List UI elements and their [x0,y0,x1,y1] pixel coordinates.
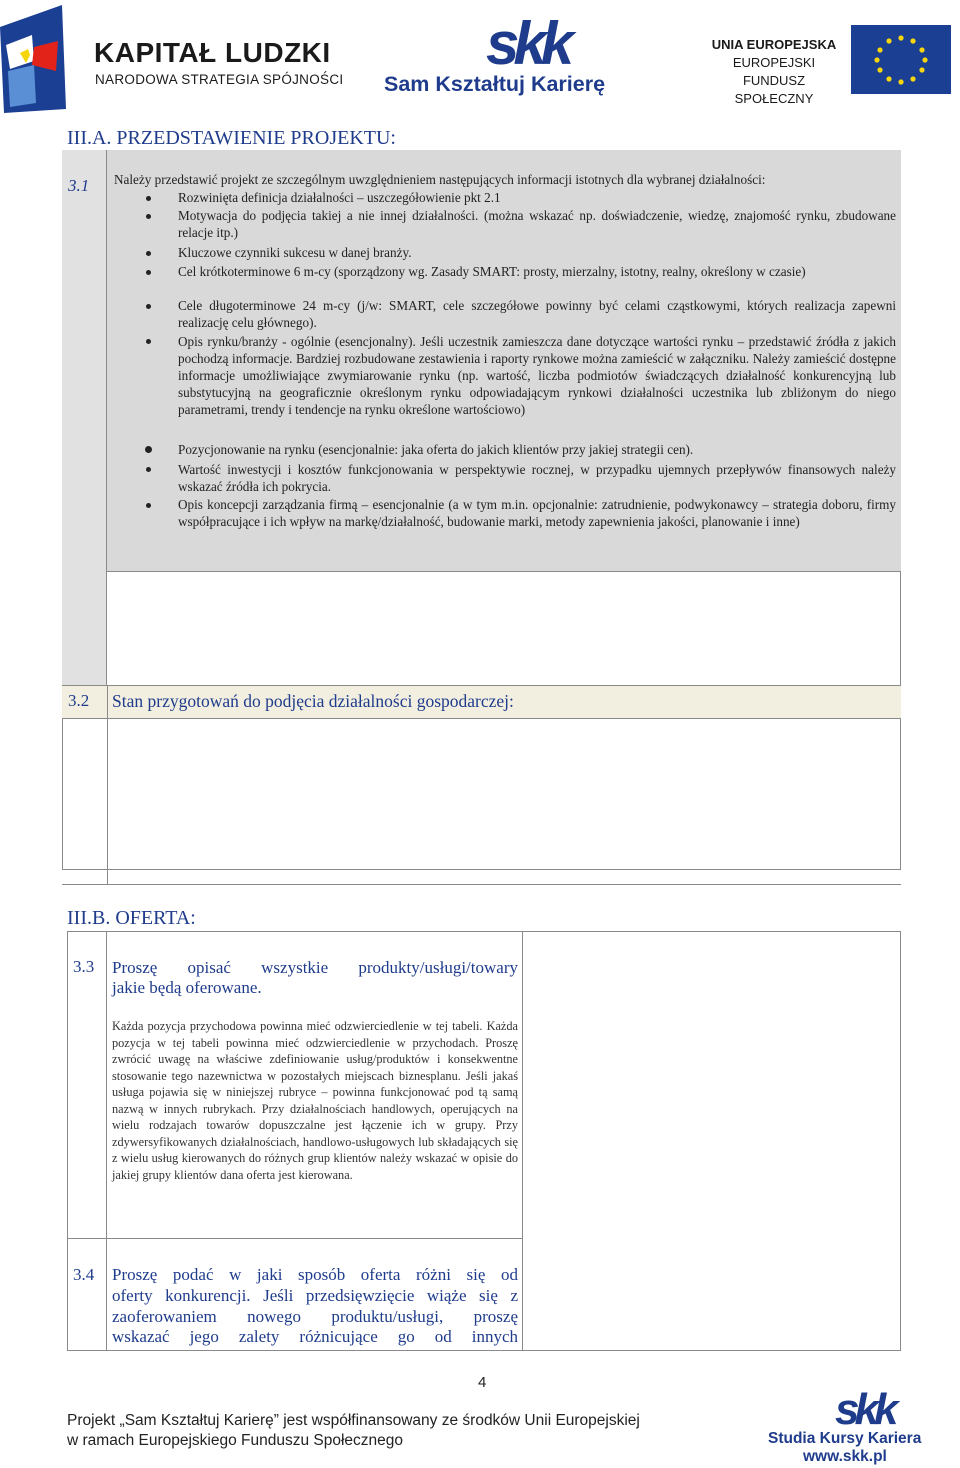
offer-products-title-cont: jakie będą oferowane. [112,978,262,997]
item-number-3-3: 3.3 [73,957,95,976]
eu-label [704,36,844,108]
section-a-heading: III.A. PRZEDSTAWIENIE PROJEKTU: [67,127,396,149]
offer-difference-line: zaoferowaniem nowego produktu/usługi, proszę [112,1306,518,1326]
offer-products-title: Proszę opisać wszystkie produkty/usługi/towary [112,958,518,977]
bullet-icon [146,304,151,309]
skk-project-title: Sam Kształtuj Karierę [384,72,606,96]
bullet-icon [146,339,151,344]
bullet-icon [146,467,151,472]
skk-footer-logo-icon [835,1382,894,1434]
footer-cofinancing-note [67,1411,640,1451]
bullet-icon [146,196,151,201]
requirement-item: Motywacja do podjęcia takiej a nie innej działalności. (można wskazać np. doświadczenie, wiedzę, znajomość rynku, zbudowane relacje itp.) [178,208,896,240]
item-number-3-1: 3.1 [68,176,90,195]
requirements-intro: Należy przedstawić projekt ze szczególnym uwzględnieniem następujących informacji istotnych dla wybranej działalności: [114,172,766,187]
skk-logo-icon [484,8,569,77]
footer-line-1: Projekt „Sam Kształtuj Karierę” jest współfinansowany ze środków Unii Europejskiej [67,1412,640,1429]
requirement-item: Kluczowe czynniki sukcesu w danej branży. [178,245,412,260]
requirement-item: Opis koncepcji zarządzania firmą – esencjonalnie (a w tym m.in. opcjonalnie: zatrudnienie, podwykonawcy – strategia doboru, firmy współpracujące i ich wpływ na markę/działalność, budowanie marki, metody zapewnienia jakości, planowanie i inne) [178,497,896,529]
kapital-ludzki-title: KAPITAŁ LUDZKI [94,37,331,68]
preparation-bottom-rule [62,884,901,885]
page-number: 4 [478,1374,487,1391]
project-number-cell [62,150,107,685]
bullet-icon [146,270,151,275]
offer-difference-line: oferty konkurencji. Jeśli przedsięwzięcie wiąże się z [112,1285,518,1305]
requirement-item: Rozwinięta definicja działalności – uszczegółowienie pkt 2.1 [178,190,501,205]
requirement-item: Wartość inwestycji i kosztów funkcjonowania w perspektywie rocznej, w przypadku ujemnych przepływów finansowych należy wskazać źródła ich pokrycia. [178,462,896,494]
svg-text:skk: skk [835,1385,894,1434]
offer-difference-title [112,1265,518,1348]
offer-column-divider [522,931,523,1350]
requirement-item: Opis rynku/branży - ogólnie (esencjonalny). Jeśli uczestnik zamieszcza dane dotyczące wartości rynku – przedstawić źródła z jakich pochodzą informacje. Bardziej rozbudowane zestawienia i raporty rynkowe można zamieścić w załączniku. Należy zamieścić dostępne informacje umożliwiające zwymiarowanie rynku (np. wartość, liczba podmiotów świadczących działalność konkurencyjną lub substytucyjną na geograficznie określonym rynku odpowiadającym rynkowi działalności uczestnika lub zbliżonym do niego parametrami, trendy i tendencje na rynku określone wartościowo) [178,334,896,417]
section-b-heading: III.B. OFERTA: [67,907,196,929]
offer-difference-line: wskazać jego zalety różnicujące go od innych [112,1327,518,1347]
item-number-3-4: 3.4 [73,1265,95,1284]
eu-label-line3: FUNDUSZ SPOŁECZNY [734,73,814,106]
offer-difference-line: Proszę podać w jaki sposób oferta różni się od [112,1265,518,1284]
offer-row-divider [67,1238,523,1239]
svg-text:skk: skk [486,10,569,77]
bullet-icon [146,214,151,219]
requirement-item: Cele długoterminowe 24 m-cy (j/w: SMART, cele szczegółowe powinny być celami cząstkowymi, których realizacja zapewni realizację celu głównego). [178,298,896,330]
kapital-ludzki-logo-icon [0,5,68,113]
kapital-ludzki-subtitle: NARODOWA STRATEGIA SPÓJNOŚCI [95,72,344,87]
footer-url-link[interactable]: www.skk.pl [803,1448,887,1465]
bullet-icon [146,251,151,256]
requirement-item: Cel krótkoterminowe 6 m-cy (sporządzony wg. Zasady SMART: prosty, mierzalny, istotny, realny, określony w czasie) [178,264,806,279]
offer-products-description: Każda pozycja przychodowa powinna mieć odzwierciedlenie w tej tabeli. Każda pozycja w tej tabeli powinna mieć odzwierciedlenie w przychodach. Proszę zwrócić uwagę na właściwe zdefiniowanie usług/produktów i konsekwentne stosowanie tego nazewnictwa w pozostałych miejscach biznesplanu. Jeśli jakaś usługa pojawia się w niniejszej rubryce – powinna funkcjonować pod tą samą nazwą w innych rubrykach. Przy działalnościach handlowych, operujących na wielu rodzajach towarów dopuszczalne jest łączenie ich w grupy. Przy zdywersyfikowanych działalnościach, handlowo-usługowych lub składających się z wielu usług kierowanych do różnych grup klientów należy wskazać w opisie do jakiej grupy klientów dana oferta jest kierowana. [112,1019,518,1182]
bullet-icon [145,446,152,453]
offer-number-column [67,931,107,1350]
eu-label-line1: UNIA EUROPEJSKA [711,37,837,52]
requirement-item: Pozycjonowanie na rynku (esencjonalnie: jaka oferta do jakich klientów przy jakiej strategii cen). [178,442,694,457]
footer-line-2: w ramach Europejskiego Funduszu Społecznego [67,1432,404,1449]
eu-flag-icon [851,25,951,94]
preparation-column-divider [107,685,108,885]
eu-label-line2: EUROPEJSKI [732,55,816,70]
item-number-3-2: 3.2 [68,691,90,710]
footer-brand: Studia Kursy Kariera [768,1430,922,1447]
preparation-title: Stan przygotowań do podjęcia działalności gospodarczej: [112,691,514,711]
bullet-icon [146,503,151,508]
